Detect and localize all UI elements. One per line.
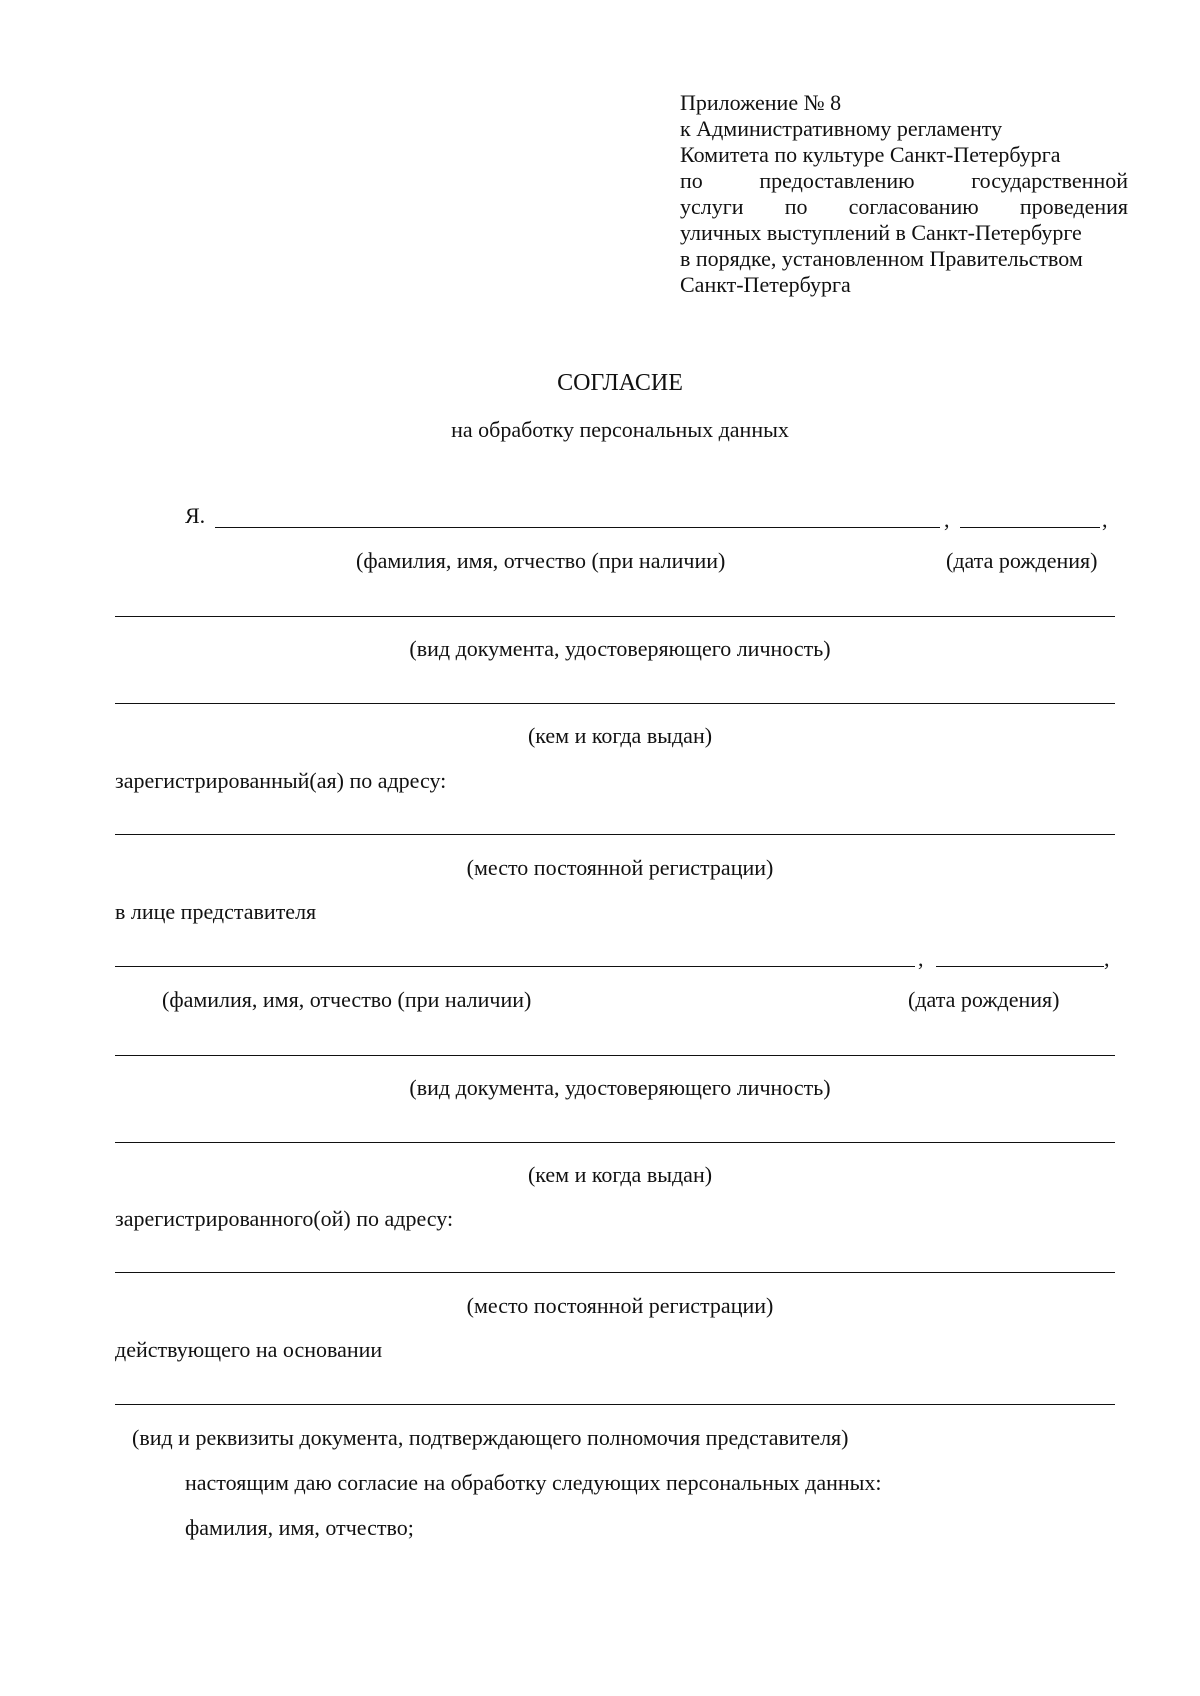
applicant-address-caption: (место постоянной регистрации) [466, 855, 774, 880]
representative-birthdate-caption: (дата рождения) [908, 987, 1060, 1012]
header-line-service: по предоставлению государственной [680, 168, 1128, 193]
representative-label: в лице представителя [115, 899, 317, 924]
representative-address-field[interactable] [115, 1272, 1115, 1273]
representative-fio-caption: (фамилия, имя, отчество (при наличии) [162, 987, 532, 1012]
header-line-approval: услуги по согласованию проведения [680, 194, 1128, 219]
applicant-birthdate-field[interactable] [960, 527, 1100, 528]
applicant-fio-field[interactable] [215, 527, 940, 528]
applicant-issued-caption: (кем и когда выдан) [527, 723, 713, 748]
header-line-regulation: к Административному регламенту [680, 116, 1003, 141]
applicant-id-document-caption: (вид документа, удостоверяющего личность) [409, 636, 831, 661]
representative-basis-field[interactable] [115, 1404, 1115, 1405]
representative-comma: , [918, 946, 924, 971]
representative-basis-label: действующего на основании [115, 1337, 383, 1362]
header-line-street-performances: уличных выступлений в Санкт-Петербурге [680, 220, 1082, 245]
representative-id-document-field[interactable] [115, 1055, 1115, 1056]
applicant-address-field[interactable] [115, 834, 1115, 835]
representative-fio-field[interactable] [115, 966, 915, 967]
representative-issued-field[interactable] [115, 1142, 1115, 1143]
header-line-committee: Комитета по культуре Санкт-Петербурга [680, 142, 1061, 167]
applicant-prefix: Я. [185, 503, 206, 528]
representative-birthdate-field[interactable] [936, 966, 1104, 967]
header-line-order: в порядке, установленном Правительством [680, 246, 1083, 271]
applicant-registered-label: зарегистрированный(ая) по адресу: [115, 768, 447, 793]
representative-address-caption: (место постоянной регистрации) [466, 1293, 774, 1318]
applicant-id-document-field[interactable] [115, 616, 1115, 617]
representative-end-comma: , [1104, 946, 1110, 971]
applicant-comma: , [944, 507, 950, 532]
consent-statement: настоящим даю согласие на обработку следующих персональных данных: [185, 1470, 882, 1495]
applicant-fio-caption: (фамилия, имя, отчество (при наличии) [356, 548, 726, 573]
applicant-end-comma: , [1102, 507, 1108, 532]
appendix-number: Приложение № 8 [680, 90, 842, 115]
document-title: СОГЛАСИЕ [557, 370, 683, 396]
applicant-birthdate-caption: (дата рождения) [946, 548, 1098, 573]
representative-issued-caption: (кем и когда выдан) [527, 1162, 713, 1187]
header-line-city: Санкт-Петербурга [680, 272, 851, 297]
applicant-issued-field[interactable] [115, 703, 1115, 704]
representative-registered-label: зарегистрированного(ой) по адресу: [115, 1206, 454, 1231]
representative-id-document-caption: (вид документа, удостоверяющего личность) [409, 1075, 831, 1100]
document-subtitle: на обработку персональных данных [451, 417, 789, 442]
data-item-fio: фамилия, имя, отчество; [185, 1515, 414, 1540]
representative-basis-caption: (вид и реквизиты документа, подтверждающего полномочия представителя) [132, 1425, 849, 1450]
